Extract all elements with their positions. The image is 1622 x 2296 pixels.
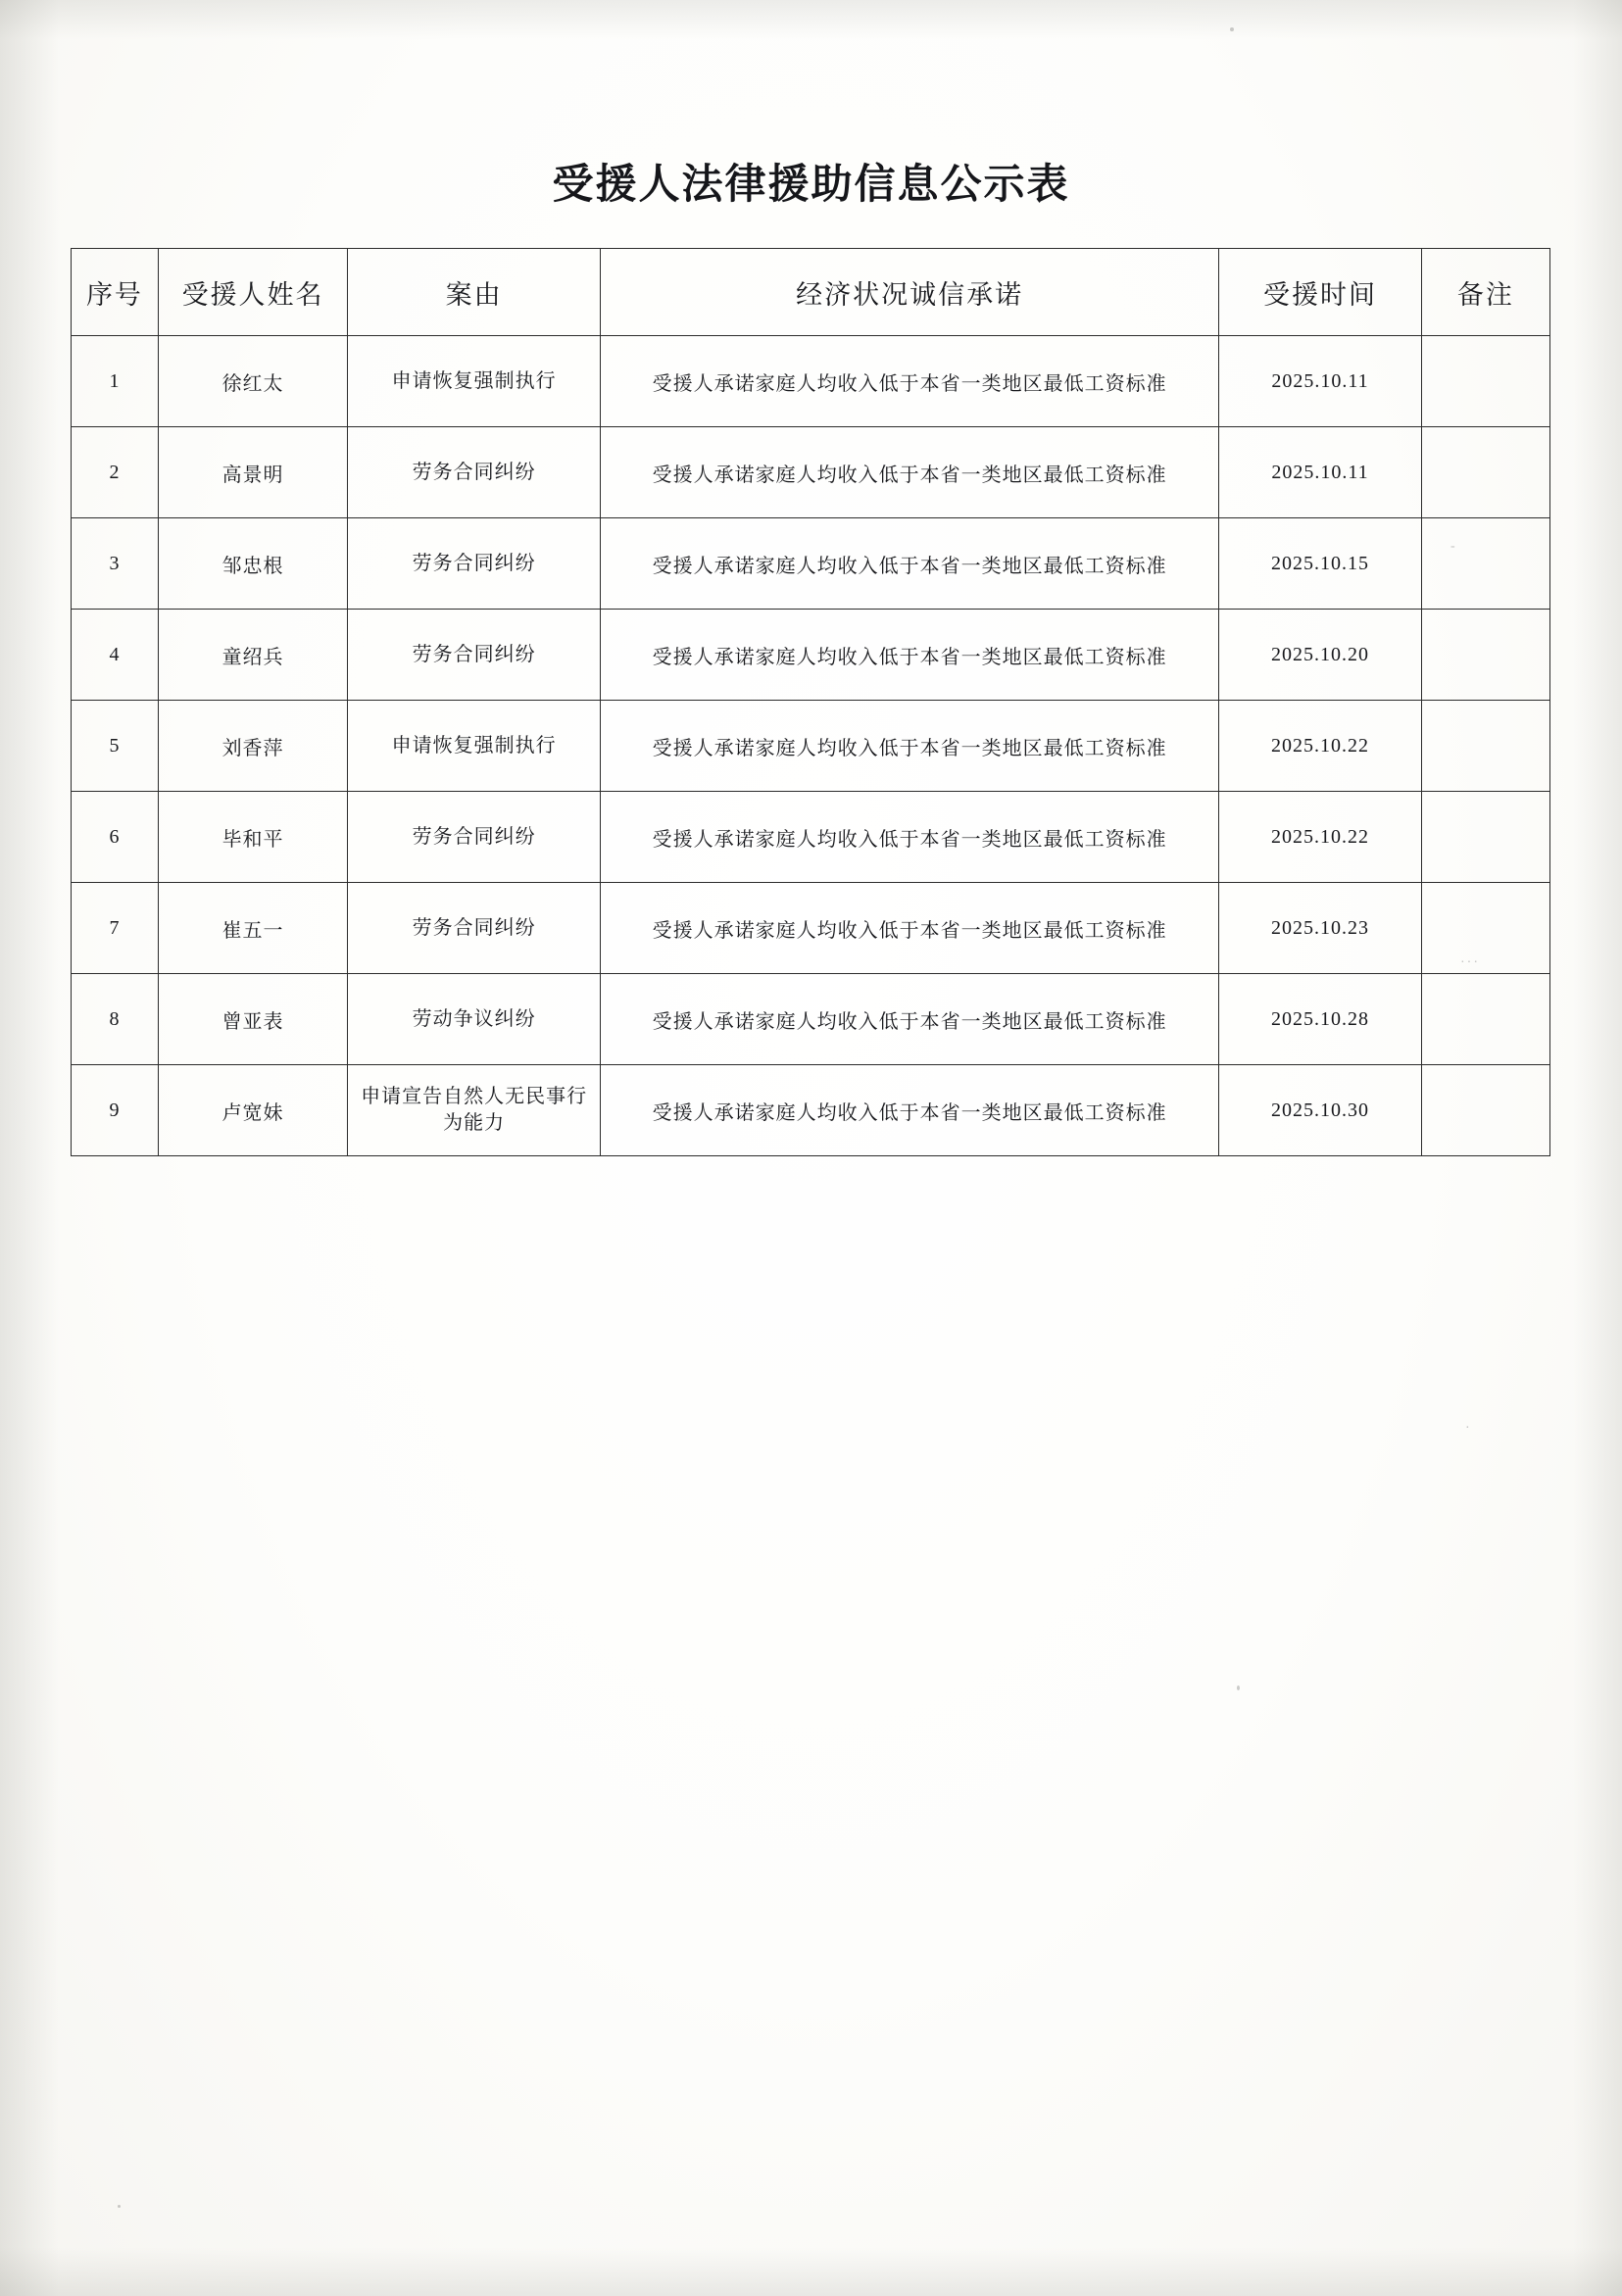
scan-artifact <box>1230 27 1234 31</box>
cell-index: 6 <box>72 792 159 883</box>
cell-date: 2025.10.30 <box>1219 1065 1422 1156</box>
cell-reason: 申请恢复强制执行 <box>348 701 601 792</box>
cell-date: 2025.10.28 <box>1219 974 1422 1065</box>
cell-note <box>1421 974 1549 1065</box>
cell-note <box>1421 336 1549 427</box>
column-header-index: 序号 <box>72 249 159 336</box>
cell-name: 刘香萍 <box>158 701 347 792</box>
column-header-reason: 案由 <box>348 249 601 336</box>
scan-artifact <box>118 2205 121 2208</box>
column-header-promise: 经济状况诚信承诺 <box>601 249 1219 336</box>
cell-note <box>1421 518 1549 610</box>
table-row <box>72 701 1550 792</box>
cell-promise: 受援人承诺家庭人均收入低于本省一类地区最低工资标准 <box>601 518 1219 610</box>
scan-artifact: · <box>1465 1421 1472 1436</box>
table-row <box>72 883 1550 974</box>
cell-promise: 受援人承诺家庭人均收入低于本省一类地区最低工资标准 <box>601 610 1219 701</box>
cell-date: 2025.10.11 <box>1219 336 1422 427</box>
cell-reason: 申请恢复强制执行 <box>348 336 601 427</box>
cell-promise: 受援人承诺家庭人均收入低于本省一类地区最低工资标准 <box>601 883 1219 974</box>
table-row <box>72 792 1550 883</box>
cell-reason: 劳务合同纠纷 <box>348 518 601 610</box>
page-edge-shadow-top <box>0 0 1622 39</box>
table-row <box>72 427 1550 518</box>
table-row <box>72 610 1550 701</box>
cell-index: 8 <box>72 974 159 1065</box>
cell-name: 童绍兵 <box>158 610 347 701</box>
cell-promise: 受援人承诺家庭人均收入低于本省一类地区最低工资标准 <box>601 792 1219 883</box>
column-header-name: 受援人姓名 <box>158 249 347 336</box>
cell-date: 2025.10.15 <box>1219 518 1422 610</box>
scan-artifact: ··· <box>1460 955 1480 970</box>
cell-note <box>1421 883 1549 974</box>
cell-promise: 受援人承诺家庭人均收入低于本省一类地区最低工资标准 <box>601 974 1219 1065</box>
cell-name: 徐红太 <box>158 336 347 427</box>
table-row <box>72 974 1550 1065</box>
scan-artifact <box>1237 1685 1240 1690</box>
page-edge-shadow-bottom <box>0 2247 1622 2296</box>
table-row <box>72 518 1550 610</box>
page-title: 受援人法律援助信息公示表 <box>552 160 1070 208</box>
cell-reason: 劳动争议纠纷 <box>348 974 601 1065</box>
cell-date: 2025.10.22 <box>1219 792 1422 883</box>
cell-name: 邹忠根 <box>158 518 347 610</box>
cell-name: 卢宽妹 <box>158 1065 347 1156</box>
cell-date: 2025.10.20 <box>1219 610 1422 701</box>
cell-reason: 劳务合同纠纷 <box>348 883 601 974</box>
cell-note <box>1421 792 1549 883</box>
cell-index: 1 <box>72 336 159 427</box>
cell-note <box>1421 701 1549 792</box>
cell-date: 2025.10.22 <box>1219 701 1422 792</box>
cell-promise: 受援人承诺家庭人均收入低于本省一类地区最低工资标准 <box>601 336 1219 427</box>
cell-index: 3 <box>72 518 159 610</box>
cell-promise: 受援人承诺家庭人均收入低于本省一类地区最低工资标准 <box>601 701 1219 792</box>
cell-date: 2025.10.23 <box>1219 883 1422 974</box>
cell-name: 高景明 <box>158 427 347 518</box>
cell-note <box>1421 1065 1549 1156</box>
cell-reason: 劳务合同纠纷 <box>348 792 601 883</box>
table-row <box>72 1065 1550 1156</box>
cell-promise: 受援人承诺家庭人均收入低于本省一类地区最低工资标准 <box>601 1065 1219 1156</box>
cell-index: 7 <box>72 883 159 974</box>
cell-name: 毕和平 <box>158 792 347 883</box>
cell-note <box>1421 610 1549 701</box>
cell-reason: 劳务合同纠纷 <box>348 610 601 701</box>
cell-index: 9 <box>72 1065 159 1156</box>
cell-name: 崔五一 <box>158 883 347 974</box>
aid-information-table <box>71 248 1550 1156</box>
column-header-date: 受援时间 <box>1219 249 1422 336</box>
column-header-note: 备注 <box>1421 249 1549 336</box>
cell-reason: 劳务合同纠纷 <box>348 427 601 518</box>
table-row <box>72 336 1550 427</box>
table-header-row <box>72 249 1550 336</box>
cell-index: 5 <box>72 701 159 792</box>
cell-promise: 受援人承诺家庭人均收入低于本省一类地区最低工资标准 <box>601 427 1219 518</box>
cell-note <box>1421 427 1549 518</box>
cell-date: 2025.10.11 <box>1219 427 1422 518</box>
cell-reason: 申请宣告自然人无民事行为能力 <box>348 1065 601 1156</box>
cell-index: 2 <box>72 427 159 518</box>
scan-artifact: - <box>1450 539 1457 554</box>
cell-index: 4 <box>72 610 159 701</box>
cell-name: 曾亚表 <box>158 974 347 1065</box>
